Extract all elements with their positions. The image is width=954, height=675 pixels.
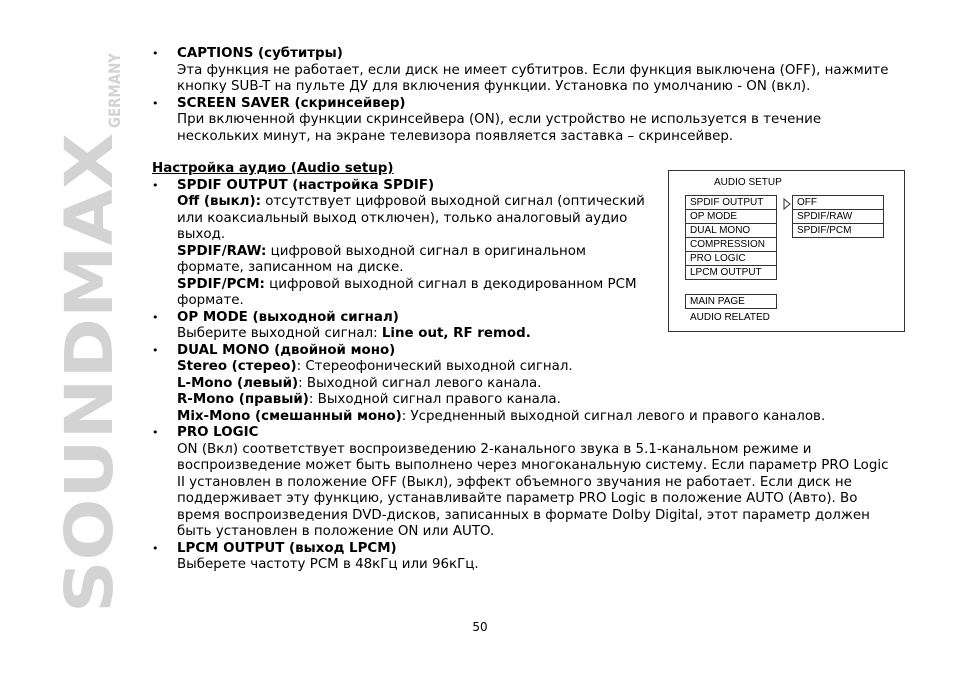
menu-right-list xyxy=(792,196,884,238)
dual-mono-rmono xyxy=(152,392,912,409)
screen-saver-title: SCREEN SAVER (скринсейвер) xyxy=(177,95,406,111)
bullet: • xyxy=(152,310,159,324)
captions-title: CAPTIONS (субтитры) xyxy=(177,46,343,61)
menu-item-op-mode: OP MODE xyxy=(685,209,777,224)
stereo-label: Stereo (стерео) xyxy=(177,359,297,374)
mix-text: : Усредненный выходной сигнал левого и правого каналов. xyxy=(401,408,826,424)
op-mode-title: OP MODE (выходной сигнал) xyxy=(177,309,399,325)
spdif-pcm-label: SPDIF/PCM: xyxy=(177,276,265,292)
screen-saver-item xyxy=(152,96,912,113)
screen-saver-line-1: При включенной функции скринсейвера (ON), если устройство не используется в течение xyxy=(177,112,822,127)
screen-saver-line-2: нескольких минут, на экране телевизора появляется заставка – скринсейвер. xyxy=(177,128,734,144)
pro-logic-line-5: время воспроизведения DVD-дисков, записанных в формате Dolby Digital, этот параметр должен xyxy=(177,507,870,523)
page-number: 50 xyxy=(472,620,488,634)
menu-audio-related: AUDIO RELATED xyxy=(690,312,770,323)
menu-title: AUDIO SETUP xyxy=(714,177,782,188)
bullet: • xyxy=(152,96,159,110)
spdif-off-label: Off (выкл): xyxy=(177,194,261,209)
captions-line-2: кнопку SUB-T на пульте ДУ для включения функции. Установка по умолчанию - ON (вкл). xyxy=(177,79,811,94)
rmono-label: R-Mono (правый) xyxy=(177,392,309,407)
captions-item xyxy=(152,46,912,63)
bullet: • xyxy=(152,178,159,192)
audio-setup-heading: Настройка аудио (Audio setup) xyxy=(152,161,394,176)
lpcm-title: LPCM OUTPUT (выход LPCM) xyxy=(177,540,397,556)
spdif-off-text: отсутствует цифровой выходной сигнал (оптический xyxy=(260,194,645,209)
mix-label: Mix-Mono (смешанный моно) xyxy=(177,408,402,424)
lpcm-line-1: Выберете частоту PCM в 48кГц или 96кГц. xyxy=(177,557,479,572)
dual-mono-lmono xyxy=(152,376,912,393)
lmono-label: L-Mono (левый) xyxy=(177,375,299,391)
audio-setup-menu xyxy=(668,170,905,332)
brand-name: SOUNDMAX xyxy=(51,178,128,613)
pro-logic-line-6: быть установлен в положение ON или AUTO. xyxy=(177,524,495,539)
bullet: • xyxy=(152,541,159,555)
menu-left-list xyxy=(685,196,777,280)
lpcm-item xyxy=(152,541,912,558)
spdif-pcm-line-2: формате. xyxy=(177,293,244,308)
brand-logo xyxy=(51,38,128,618)
pro-logic-title: PRO LOGIC xyxy=(177,425,259,440)
pro-logic-line-3: II установлен в положение OFF (Выкл), эффект объемного звучания не работает. Если диск не xyxy=(177,474,852,490)
dual-mono-item xyxy=(152,343,912,360)
spdif-off-line-3: выход. xyxy=(177,227,226,242)
lmono-text: : Выходной сигнал левого канала. xyxy=(298,375,542,391)
spdif-pcm-text: цифровой выходной сигнал в декодированном PCM xyxy=(264,276,637,292)
rmono-text: : Выходной сигнал правого канала. xyxy=(308,392,561,407)
spdif-raw-line-2: формате, записанном на диске. xyxy=(177,260,404,275)
pro-logic-line-4: поддерживает эту функцию, устанавливайте параметр PRO Logic в положение AUTO (Авто). Во xyxy=(177,491,858,506)
bullet: • xyxy=(152,47,159,60)
bullet: • xyxy=(152,343,159,357)
dual-mono-stereo xyxy=(152,359,912,376)
menu-main-page-box xyxy=(685,295,777,309)
pro-logic-line-1: ON (Вкл) соответствует воспроизведению 2-канального звука в 5.1-канальном режиме и xyxy=(177,441,812,457)
stereo-text: : Стереофонический выходной сигнал. xyxy=(296,359,573,374)
spdif-title: SPDIF OUTPUT (настройка SPDIF) xyxy=(177,177,435,193)
arrow-right-icon xyxy=(783,198,791,213)
brand-sub: GERMANY xyxy=(105,38,124,128)
menu-option-off: OFF xyxy=(792,195,884,210)
menu-item-lpcm-output: LPCM OUTPUT xyxy=(685,265,777,280)
bullet: • xyxy=(152,426,159,439)
captions-line-1: Эта функция не работает, если диск не имеет субтитров. Если функция выключена (OFF), нажмите xyxy=(177,62,889,78)
menu-main-page: MAIN PAGE xyxy=(685,294,777,309)
pro-logic-line-2: воспроизведение может быть выполнено через многоканальную систему. Если параметр PRO Logic xyxy=(177,458,889,473)
menu-item-compression: COMPRESSION xyxy=(685,237,777,252)
dual-mono-mix xyxy=(152,409,912,426)
op-mode-prefix: Выберите выходной сигнал: xyxy=(177,326,382,341)
spdif-raw-text: цифровой выходной сигнал в оригинальном xyxy=(266,243,587,259)
menu-item-spdif-output: SPDIF OUTPUT xyxy=(685,195,777,210)
spdif-off-line-2: или коаксиальный выход отключен), только аналоговый аудио xyxy=(177,210,628,226)
dual-mono-title: DUAL MONO (двойной моно) xyxy=(177,342,396,358)
menu-item-dual-mono: DUAL MONO xyxy=(685,223,777,238)
spdif-raw-label: SPDIF/RAW: xyxy=(177,243,267,259)
menu-option-spdif-pcm: SPDIF/PCM xyxy=(792,223,884,238)
pro-logic-item xyxy=(152,425,912,442)
op-mode-values: Line out, RF remod. xyxy=(381,326,531,341)
menu-item-pro-logic: PRO LOGIC xyxy=(685,251,777,266)
menu-option-spdif-raw: SPDIF/RAW xyxy=(792,209,884,224)
